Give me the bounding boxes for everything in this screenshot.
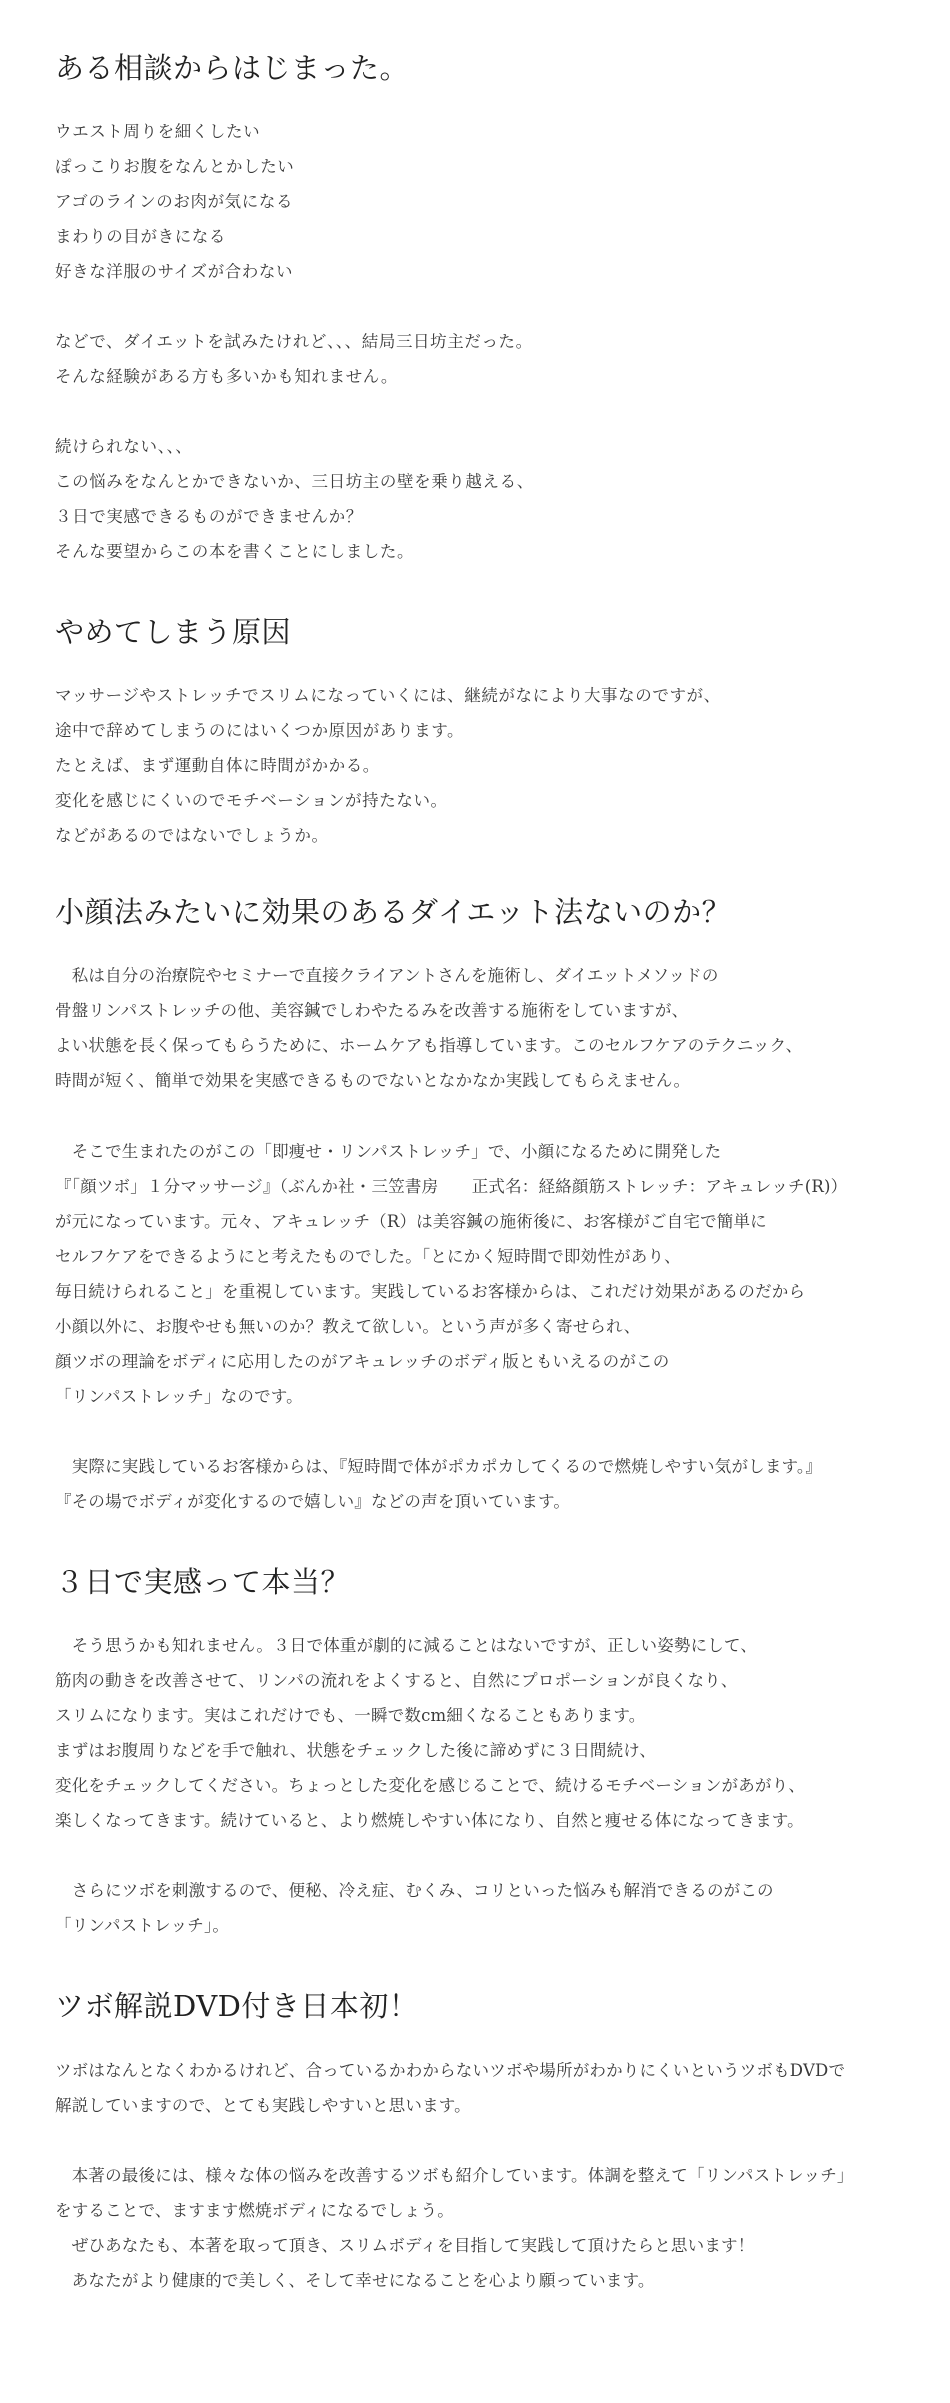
body-line: 途中で辞めてしまうのにはいくつか原因があります。 xyxy=(55,721,465,740)
body-line: よい状態を長く保ってもらうために、ホームケアも指導しています。このセルフケアのテクニック、 xyxy=(55,1036,803,1055)
body-line: スリムになります。実はこれだけでも、一瞬で数cm細くなることもあります。 xyxy=(55,1706,646,1725)
body-line: 実際に実践しているお客様からは、『短時間で体がポカポカしてくるので燃焼しやすい気がします。』 xyxy=(55,1457,823,1476)
body-line: 好きな洋服のサイズが合わない xyxy=(55,262,294,281)
body-line: あなたがより健康的で美しく、そして幸せになることを心より願っています。 xyxy=(55,2271,655,2290)
body-line: この悩みをなんとかできないか、三日坊主の壁を乗り越える、 xyxy=(55,472,534,491)
body-line: 変化を感じにくいのでモチベーションが持たない。 xyxy=(55,791,448,810)
body-line: 毎日続けられること」を重視しています。実践しているお客様からは、これだけ効果があるのだから xyxy=(55,1282,806,1301)
body-line: 「リンパストレッチ」。 xyxy=(55,1916,230,1935)
body-line: そんな要望からこの本を書くことにしました。 xyxy=(55,542,415,561)
body-line: そんな経験がある方も多いかも知れません。 xyxy=(55,367,398,386)
body-line: 「リンパストレッチ」なのです。 xyxy=(55,1387,303,1406)
section-heading: ツボ解説DVD付き日本初！ xyxy=(55,1989,419,2023)
body-line: まわりの目がきになる xyxy=(55,227,226,246)
body-line: セルフケアをできるようにと考えたものでした。「とにかく短時間で即効性があり、 xyxy=(55,1247,681,1266)
body-line: アゴのラインのお肉が気になる xyxy=(55,192,294,211)
body-line: などがあるのではないでしょうか。 xyxy=(55,826,329,845)
section-heading: 小顔法みたいに効果のあるダイエット法ないのか？ xyxy=(55,895,732,929)
body-line: そう思うかも知れません。３日で体重が劇的に減ることはないですが、正しい姿勢にして、 xyxy=(55,1636,758,1655)
body-line: ３日で実感できるものができませんか？ xyxy=(55,507,363,526)
body-line: 小顔以外に、お腹やせも無いのか？教えて欲しい。という声が多く寄せられ、 xyxy=(55,1317,641,1336)
body-line: ウエスト周りを細くしたい xyxy=(55,122,261,141)
body-line: 『「顔ツボ」１分マッサージ』（ぶんか社・三笠書房 正式名：経絡顔筋ストレッチ：アキュレッチ(R)） xyxy=(55,1177,848,1196)
body-line: 解説していますので、とても実践しやすいと思います。 xyxy=(55,2096,471,2115)
body-line: をすることで、ますます燃焼ボディになるでしょう。 xyxy=(55,2201,454,2220)
body-line: 骨盤リンパストレッチの他、美容鍼でしわやたるみを改善する施術をしていますが、 xyxy=(55,1001,689,1020)
body-line: 続けられない、、、 xyxy=(55,437,193,456)
section-heading: やめてしまう原因 xyxy=(55,615,292,649)
body-line: が元になっています。元々、アキュレッチ（R）は美容鍼の施術後に、お客様がご自宅で簡単に xyxy=(55,1212,767,1231)
body-line: 時間が短く、簡単で効果を実感できるものでないとなかなか実践してもらえません。 xyxy=(55,1071,691,1090)
body-line: 私は自分の治療院やセミナーで直接クライアントさんを施術し、ダイエットメソッドの xyxy=(55,966,719,985)
body-line: ツボはなんとなくわかるけれど、合っているかわからないツボや場所がわかりにくいというツボもDVDで xyxy=(55,2061,846,2080)
body-line: 筋肉の動きを改善させて、リンパの流れをよくすると、自然にプロポーションが良くなり、 xyxy=(55,1671,738,1690)
body-line: 変化をチェックしてください。ちょっとした変化を感じることで、続けるモチベーションがあがり、 xyxy=(55,1776,806,1795)
section-heading: ３日で実感って本当？ xyxy=(55,1565,351,1599)
body-line: さらにツボを刺激するので、便秘、冷え症、むくみ、コリといった悩みも解消できるのがこの xyxy=(55,1881,774,1900)
body-line: ぜひあなたも、本著を取って頂き、スリムボディを目指して実践して頂けたらと思います！ xyxy=(55,2236,755,2255)
body-line: そこで生まれたのがこの「即痩せ・リンパストレッチ」で、小顔になるために開発した xyxy=(55,1142,722,1161)
section-heading: ある相談からはじまった。 xyxy=(55,51,410,85)
body-line: ぽっこりお腹をなんとかしたい xyxy=(55,157,295,176)
body-line: マッサージやストレッチでスリムになっていくには、継続がなにより大事なのですが、 xyxy=(55,686,721,705)
body-line: 顔ツボの理論をボディに応用したのがアキュレッチのボディ版ともいえるのがこの xyxy=(55,1352,670,1371)
body-line: まずはお腹周りなどを手で触れ、状態をチェックした後に諦めずに３日間続け、 xyxy=(55,1741,657,1760)
body-line: 『その場でボディが変化するので嬉しい』などの声を頂いています。 xyxy=(55,1492,571,1511)
body-line: 本著の最後には、様々な体の悩みを改善するツボも紹介しています。体調を整えて「リンパストレッチ」 xyxy=(55,2166,854,2185)
body-line: たとえば、まず運動自体に時間がかかる。 xyxy=(55,756,380,775)
body-line: 楽しくなってきます。続けていると、より燃焼しやすい体になり、自然と痩せる体になってきます。 xyxy=(55,1811,804,1830)
body-line: などで、ダイエットを試みたけれど、、、結局三日坊主だった。 xyxy=(55,332,533,351)
